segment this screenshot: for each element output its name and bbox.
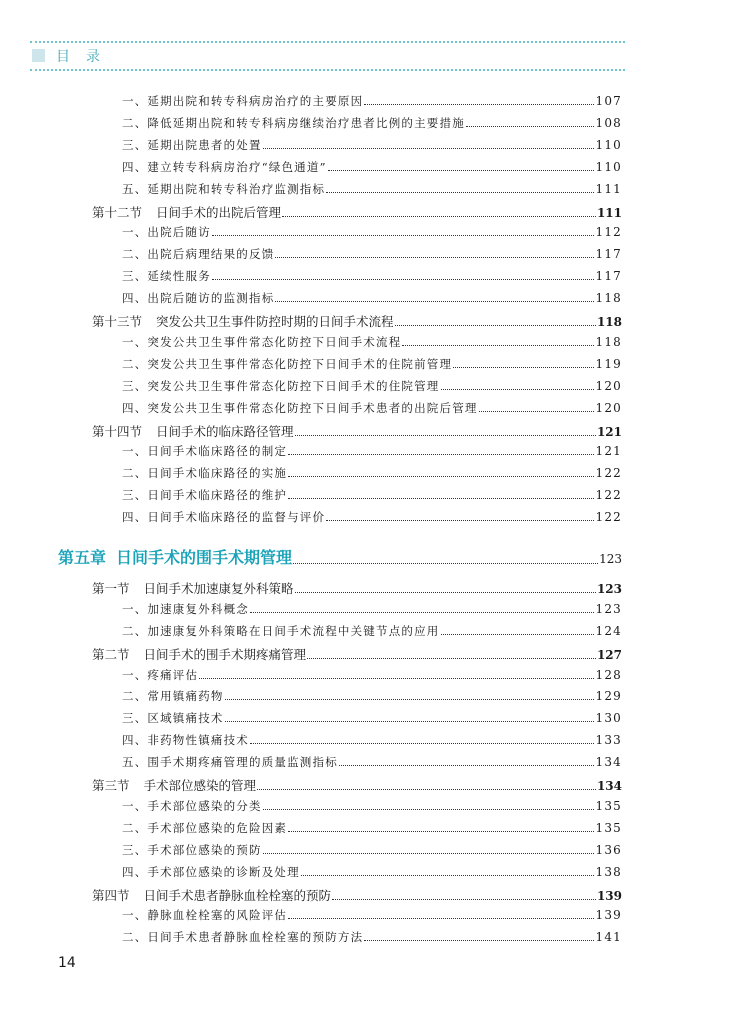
- dot-leader: [364, 103, 594, 105]
- header-title: 目录: [56, 49, 116, 65]
- entry-page-number: 120: [595, 378, 622, 393]
- entry-number: 第二节: [92, 646, 130, 662]
- entry-label: [122, 487, 287, 503]
- entry-label: [122, 798, 262, 814]
- entry-number: 第一节: [92, 580, 130, 596]
- entry-title: 四、非药物性镇痛技术: [122, 733, 249, 748]
- entry-title: 一、疼痛评估: [122, 667, 199, 682]
- entry-page-number: 133: [595, 733, 622, 748]
- toc-subsection-entry: [122, 842, 622, 858]
- dot-leader: [466, 125, 595, 127]
- dot-leader: [453, 366, 594, 368]
- toc-subsection-entry: [122, 356, 622, 372]
- toc-subsection-entry: [122, 929, 622, 945]
- entry-label: [92, 886, 331, 904]
- entry-label: [122, 667, 198, 683]
- entry-label: [122, 443, 287, 459]
- entry-page-number: 139: [596, 888, 622, 903]
- page-number: 14: [58, 955, 76, 971]
- toc-subsection-entry: [122, 798, 622, 814]
- toc-subsection-entry: [122, 465, 622, 481]
- entry-title: 三、手术部位感染的预防: [122, 842, 262, 857]
- entry-title: 三、延续性服务: [122, 269, 211, 284]
- entry-number: 第五章: [58, 548, 107, 567]
- dot-leader: [441, 388, 595, 390]
- entry-title: 五、延期出院和转专科治疗监测指标: [122, 181, 326, 196]
- toc-subsection-entry: [122, 334, 622, 350]
- entry-page-number: 134: [596, 779, 622, 793]
- entry-label: [122, 864, 300, 880]
- entry-page-number: 124: [595, 623, 622, 638]
- entry-page-number: 112: [595, 225, 622, 240]
- dot-leader: [257, 788, 596, 790]
- toc-subsection-entry: [122, 93, 622, 109]
- entry-label: [122, 290, 274, 306]
- entry-label: [122, 754, 338, 770]
- entry-title: 二、突发公共卫生事件常态化防控下日间手术的住院前管理: [122, 356, 453, 371]
- entry-page-number: 122: [595, 510, 622, 525]
- dot-leader: [288, 453, 594, 455]
- entry-label: [122, 732, 249, 748]
- toc-subsection-entry: [122, 820, 622, 836]
- toc-subsection-entry: [122, 732, 622, 748]
- entry-page-number: 119: [595, 356, 622, 371]
- entry-page-number: 134: [595, 755, 622, 770]
- dot-leader: [364, 939, 594, 941]
- entry-page-number: 129: [595, 689, 622, 704]
- entry-title: 五、围手术期疼痛管理的质量监测指标: [122, 755, 338, 770]
- dot-leader: [288, 497, 594, 499]
- entry-page-number: 135: [595, 820, 622, 835]
- entry-label: [122, 907, 287, 923]
- toc-subsection-entry: [122, 159, 622, 175]
- entry-page-number: 120: [595, 400, 622, 415]
- entry-title: 一、手术部位感染的分类: [122, 798, 262, 813]
- entry-title: 四、出院后随访的监测指标: [122, 291, 275, 306]
- entry-page-number: 127: [596, 647, 622, 662]
- dot-leader: [250, 742, 594, 744]
- entry-title: 二、加速康复外科策略在日间手术流程中关键节点的应用: [122, 623, 440, 638]
- dot-leader: [288, 830, 594, 832]
- entry-label: [122, 268, 211, 284]
- toc-subsection-entry: [122, 443, 622, 459]
- entry-title: 四、日间手术临床路径的监督与评价: [122, 510, 326, 525]
- dot-leader: [339, 764, 595, 766]
- entry-title: 四、建立转专科病房治疗“绿色通道”: [122, 159, 327, 174]
- dot-leader: [293, 562, 598, 564]
- toc-subsection-entry: [122, 754, 622, 770]
- dot-leader: [395, 324, 596, 326]
- entry-label: [122, 115, 465, 131]
- entry-page-number: 128: [595, 667, 622, 682]
- entry-title: 二、手术部位感染的危险因素: [122, 820, 288, 835]
- entry-label: [92, 312, 394, 330]
- entry-label: [122, 710, 224, 726]
- entry-title: 一、日间手术临床路径的制定: [122, 444, 288, 459]
- dot-leader: [288, 917, 594, 919]
- entry-title: 四、突发公共卫生事件常态化防控下日间手术患者的出院后管理: [122, 400, 478, 415]
- entry-title: 四、手术部位感染的诊断及处理: [122, 864, 300, 879]
- entry-label: [122, 356, 452, 372]
- dot-leader: [250, 611, 594, 613]
- entry-title: 二、降低延期出院和转专科病房继续治疗患者比例的主要措施: [122, 115, 465, 130]
- entry-label: [122, 137, 262, 153]
- toc-subsection-entry: [122, 864, 622, 880]
- entry-page-number: 135: [595, 798, 622, 813]
- entry-title: 日间手术的围手术期疼痛管理: [143, 646, 307, 662]
- entry-label: [122, 929, 363, 945]
- entry-title: 日间手术加速康复外科策略: [143, 580, 294, 596]
- entry-title: 日间手术的出院后管理: [156, 204, 282, 220]
- entry-title: 三、日间手术临床路径的维护: [122, 488, 288, 503]
- toc-section-entry: [92, 203, 622, 221]
- entry-page-number: 138: [595, 864, 622, 879]
- entry-number: 第十四节: [92, 423, 143, 439]
- dot-leader: [288, 475, 594, 477]
- toc-section-entry: [92, 645, 622, 663]
- entry-page-number: 121: [595, 444, 622, 459]
- entry-page-number: 117: [595, 269, 622, 284]
- dot-leader: [263, 147, 595, 149]
- dot-leader: [441, 633, 595, 635]
- entry-page-number: 123: [596, 581, 622, 596]
- dot-leader: [332, 898, 596, 900]
- dot-leader: [402, 344, 594, 346]
- toc-subsection-entry: [122, 115, 622, 131]
- entry-label: [122, 400, 478, 416]
- entry-page-number: 118: [596, 315, 622, 329]
- dot-leader: [301, 874, 595, 876]
- dot-leader: [225, 720, 595, 722]
- header-square-icon: [32, 49, 45, 62]
- toc-section-entry: [92, 579, 622, 597]
- toc-subsection-entry: [122, 137, 622, 153]
- entry-page-number: 122: [595, 466, 622, 481]
- dot-leader: [307, 657, 596, 659]
- entry-label: [122, 181, 325, 197]
- entry-title: 一、延期出院和转专科病房治疗的主要原因: [122, 94, 364, 108]
- toc-section-entry: [92, 422, 622, 440]
- entry-label: [122, 601, 249, 617]
- toc-subsection-entry: [122, 601, 622, 617]
- toc-subsection-entry: [122, 400, 622, 416]
- entry-number: 第十三节: [92, 314, 143, 329]
- entry-label: [92, 645, 306, 663]
- entry-page-number: 108: [595, 115, 622, 130]
- toc-subsection-entry: [122, 378, 622, 394]
- entry-page-number: 107: [595, 94, 622, 108]
- entry-title: 二、日间手术患者静脉血栓栓塞的预防方法: [122, 930, 364, 945]
- entry-page-number: 118: [595, 291, 622, 306]
- entry-label: [122, 159, 327, 175]
- entry-label: [122, 93, 363, 109]
- toc-subsection-entry: [122, 907, 622, 923]
- toc-subsection-entry: [122, 246, 622, 262]
- entry-title: 突发公共卫生事件防控时期的日间手术流程: [156, 314, 394, 329]
- entry-title: 一、突发公共卫生事件常态化防控下日间手术流程: [122, 334, 402, 349]
- toc-subsection-entry: [122, 290, 622, 306]
- entry-title: 二、常用镇痛药物: [122, 689, 224, 704]
- entry-page-number: 136: [595, 842, 622, 857]
- dot-leader: [326, 191, 594, 193]
- dot-leader: [212, 234, 595, 236]
- entry-page-number: 139: [595, 908, 622, 923]
- entry-label: [122, 246, 274, 262]
- entry-label: [122, 378, 440, 394]
- entry-label: [122, 465, 287, 481]
- toc-chapter-entry: [58, 545, 622, 568]
- entry-title: 三、区域镇痛技术: [122, 711, 224, 726]
- toc-subsection-entry: [122, 181, 622, 197]
- entry-label: [92, 579, 294, 597]
- toc-subsection-entry: [122, 487, 622, 503]
- entry-label: [122, 820, 287, 836]
- entry-label: [122, 623, 440, 639]
- entry-title: 三、延期出院患者的处置: [122, 137, 262, 152]
- entry-title: 日间手术的临床路径管理: [156, 423, 294, 439]
- entry-number: 第十二节: [92, 204, 143, 220]
- entry-title: 手术部位感染的管理: [143, 778, 257, 793]
- dot-leader: [263, 808, 595, 810]
- entry-page-number: 121: [596, 424, 622, 439]
- entry-number: 第三节: [92, 778, 130, 793]
- entry-page-number: 117: [595, 247, 622, 262]
- entry-title: 一、加速康复外科概念: [122, 601, 249, 616]
- entry-page-number: 123: [599, 552, 622, 566]
- entry-title: 二、日间手术临床路径的实施: [122, 466, 288, 481]
- entry-label: [92, 422, 294, 440]
- entry-page-number: 110: [595, 137, 622, 152]
- entry-label: [122, 688, 224, 704]
- dot-leader: [295, 434, 596, 436]
- entry-page-number: 111: [596, 205, 622, 220]
- entry-page-number: 118: [595, 334, 622, 349]
- page-header: [30, 41, 625, 71]
- dot-leader: [225, 698, 595, 700]
- toc-subsection-entry: [122, 710, 622, 726]
- entry-title: 一、出院后随访: [122, 225, 211, 240]
- dot-leader: [275, 256, 594, 258]
- dot-leader: [328, 169, 595, 171]
- entry-label: [58, 545, 292, 568]
- toc-subsection-entry: [122, 268, 622, 284]
- dot-leader: [479, 410, 595, 412]
- entry-label: [92, 776, 256, 794]
- dot-leader: [282, 215, 596, 217]
- toc-section-entry: [92, 886, 622, 904]
- dot-leader: [326, 519, 594, 521]
- toc-subsection-entry: [122, 688, 622, 704]
- dot-leader: [275, 300, 594, 302]
- entry-page-number: 141: [595, 930, 622, 945]
- entry-title: 日间手术患者静脉血栓栓塞的预防: [143, 887, 332, 903]
- entry-label: [122, 509, 325, 525]
- toc-section-entry: [92, 776, 622, 794]
- toc-subsection-entry: [122, 509, 622, 525]
- dot-leader: [295, 591, 596, 593]
- entry-label: [122, 842, 262, 858]
- dot-leader: [199, 677, 594, 679]
- entry-number: 第四节: [92, 887, 130, 903]
- entry-title: 二、出院后病理结果的反馈: [122, 247, 275, 262]
- entry-label: [122, 334, 401, 350]
- toc-subsection-entry: [122, 667, 622, 683]
- toc-subsection-entry: [122, 623, 622, 639]
- entry-page-number: 122: [595, 488, 622, 503]
- entry-label: [122, 224, 211, 240]
- entry-page-number: 111: [595, 181, 622, 196]
- entry-title: 三、突发公共卫生事件常态化防控下日间手术的住院管理: [122, 378, 440, 393]
- entry-title: 一、静脉血栓栓塞的风险评估: [122, 908, 288, 923]
- toc-subsection-entry: [122, 224, 622, 240]
- toc-section-entry: [92, 312, 622, 330]
- entry-title: 日间手术的围手术期管理: [116, 548, 293, 567]
- entry-label: [92, 203, 281, 221]
- entry-page-number: 130: [595, 711, 622, 726]
- dot-leader: [212, 278, 595, 280]
- entry-page-number: 123: [595, 601, 622, 616]
- entry-page-number: 110: [595, 159, 622, 174]
- dot-leader: [263, 852, 595, 854]
